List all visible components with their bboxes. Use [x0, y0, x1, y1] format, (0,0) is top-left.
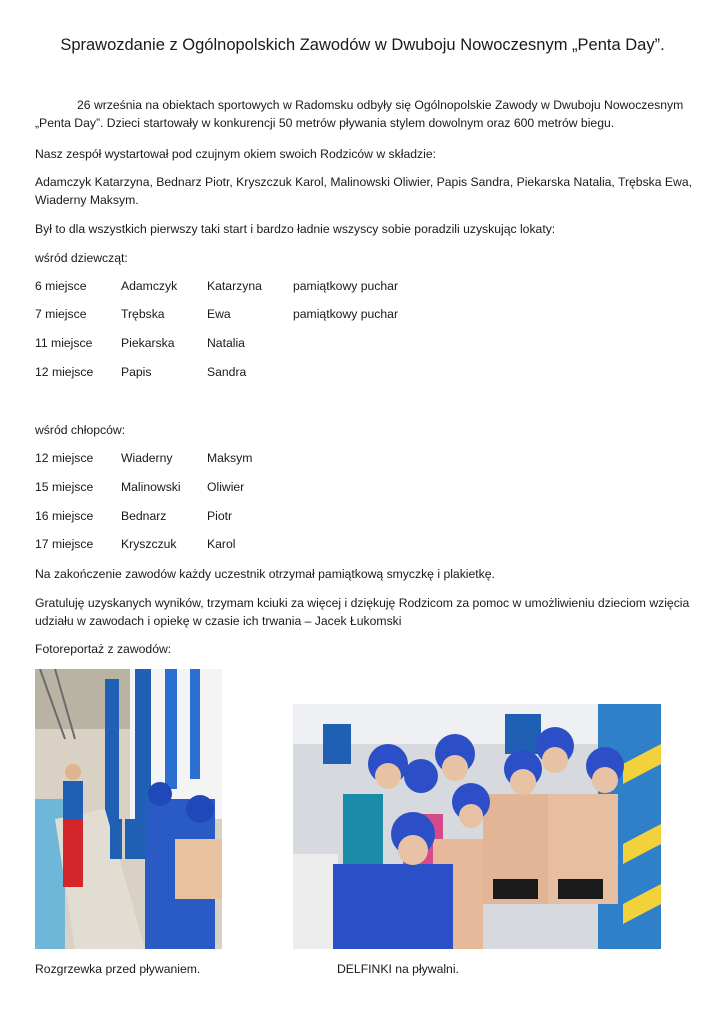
closing-paragraph: Na zakończenie zawodów każdy uczestnik otrzymał pamiątkową smyczkę i plakietkę.	[35, 567, 495, 581]
thanks-paragraph: Gratuluję uzyskanych wyników, trzymam kciuki za więcej i dziękuję Rodzicom za pomoc w umożliwieniu dzieciom wzięcia udziału w zawodach i opiekę w czasie ich trwania – Jacek Łukomski	[35, 596, 690, 628]
place: 12 miejsce	[35, 365, 94, 379]
table-row	[35, 307, 675, 323]
first-name: Karol	[207, 537, 236, 551]
right-photo-caption: DELFINKI na pływalni.	[337, 962, 459, 976]
first-name: Natalia	[207, 336, 245, 350]
first-name: Oliwier	[207, 480, 245, 494]
surname: Adamczyk	[121, 279, 178, 293]
boys-heading: wśród chłopców:	[35, 423, 126, 437]
place: 7 miejsce	[35, 307, 87, 321]
first-name: Piotr	[207, 509, 233, 523]
table-row	[35, 451, 675, 467]
table-row	[35, 480, 675, 496]
girls-heading: wśród dziewcząt:	[35, 251, 128, 265]
place: 15 miejsce	[35, 480, 94, 494]
warmup-photo-image	[35, 669, 222, 949]
place: 11 miejsce	[35, 336, 93, 350]
table-row	[35, 365, 675, 381]
place: 16 miejsce	[35, 509, 94, 523]
photo-report-heading: Fotoreportaż z zawodów:	[35, 642, 172, 656]
surname: Malinowski	[121, 480, 181, 494]
surname: Piekarska	[121, 336, 175, 350]
award: pamiątkowy puchar	[293, 307, 398, 321]
left-photo-caption: Rozgrzewka przed pływaniem.	[35, 962, 201, 976]
award: pamiątkowy puchar	[293, 279, 398, 293]
table-row	[35, 336, 675, 352]
surname: Trębska	[121, 307, 165, 321]
place: 12 miejsce	[35, 451, 94, 465]
place: 17 miejsce	[35, 537, 94, 551]
group-photo	[293, 704, 661, 949]
first-name: Katarzyna	[207, 279, 262, 293]
first-name: Ewa	[207, 307, 231, 321]
intro-paragraph: 26 września na obiektach sportowych w Radomsku odbyły się Ogólnopolskie Zawody w Dwuboju Nowoczesnym „Penta Day”. Dzieci startowały w konkurencji 50 metrów pływania stylem dowolnym oraz 600 metrów biegu.	[35, 98, 684, 130]
table-row	[35, 279, 675, 295]
surname: Wiaderny	[121, 451, 173, 465]
table-row	[35, 537, 675, 553]
team-intro: Nasz zespół wystartował pod czujnym okiem swoich Rodziców w składzie:	[35, 147, 436, 161]
team-members: Adamczyk Katarzyna, Bednarz Piotr, Kryszczuk Karol, Malinowski Oliwier, Papis Sandra, Piekarska Natalia, Trębska Ewa, Wiaderny Maksym.	[35, 175, 693, 207]
results-intro: Był to dla wszystkich pierwszy taki start i bardzo ładnie wszyscy sobie poradzili uzyskując lokaty:	[35, 222, 556, 236]
place: 6 miejsce	[35, 279, 87, 293]
first-name: Maksym	[207, 451, 253, 465]
first-name: Sandra	[207, 365, 247, 379]
surname: Kryszczuk	[121, 537, 177, 551]
surname: Bednarz	[121, 509, 167, 523]
document-title: Sprawozdanie z Ogólnopolskich Zawodów w Dwuboju Nowoczesnym „Penta Day”.	[60, 36, 665, 54]
table-row	[35, 509, 675, 525]
warmup-photo	[35, 669, 222, 949]
group-photo-image	[293, 704, 661, 949]
surname: Papis	[121, 365, 152, 379]
